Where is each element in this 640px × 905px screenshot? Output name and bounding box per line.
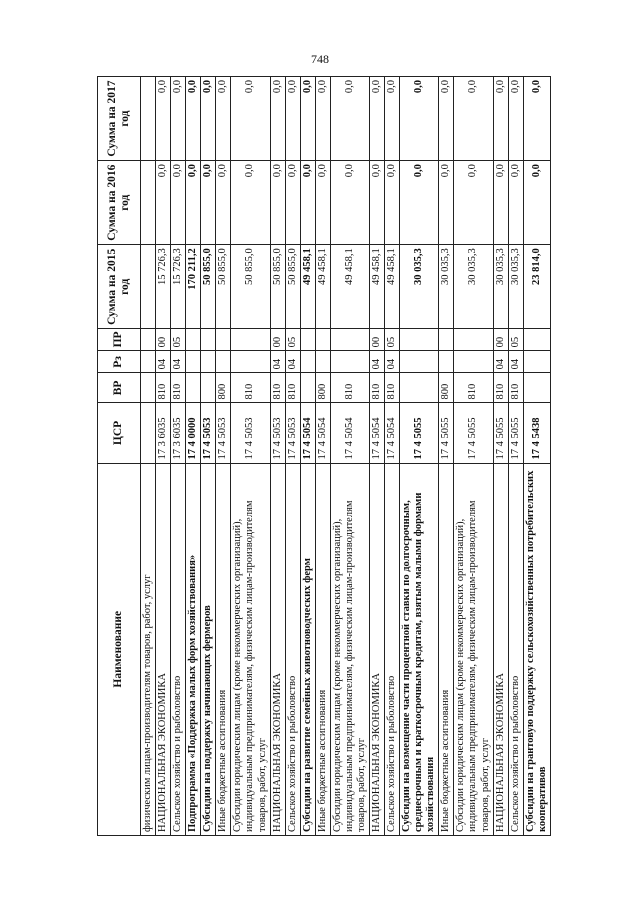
cell-rz (439, 351, 454, 373)
cell-name: Сельское хозяйство и рыболовство (508, 463, 523, 835)
cell-csr: 17 4 5053 (201, 403, 216, 463)
cell-name: Субсидии юридическим лицам (кроме некоммерческих организаций), индивидуальным предпринимателям, физическим лицам-производителям товаров, работ, услуг (454, 463, 493, 835)
cell-pr (315, 329, 330, 351)
cell-vr (400, 373, 439, 403)
table-row (439, 77, 454, 836)
cell-vr: 810 (493, 373, 508, 403)
cell-name: Субсидии юридическим лицам (кроме некоммерческих организаций), индивидуальным предпринимателям, физическим лицам-производителям товаров, работ, услуг (231, 463, 270, 835)
cell-sum-2015: 50 855,0 (231, 245, 270, 329)
cell-csr (141, 403, 156, 463)
cell-rz (186, 351, 201, 373)
cell-sum-2017: 0,0 (315, 77, 330, 161)
cell-csr: 17 4 5055 (508, 403, 523, 463)
table-row (186, 77, 201, 836)
cell-sum-2017: 0,0 (171, 77, 186, 161)
cell-vr (523, 373, 550, 403)
cell-sum-2017: 0,0 (400, 77, 439, 161)
cell-name: НАЦИОНАЛЬНАЯ ЭКОНОМИКА (370, 463, 385, 835)
table-row (454, 77, 493, 836)
cell-name: НАЦИОНАЛЬНАЯ ЭКОНОМИКА (156, 463, 171, 835)
cell-vr (201, 373, 216, 403)
table-row (493, 77, 508, 836)
cell-sum-2016: 0,0 (285, 161, 300, 245)
cell-sum-2016: 0,0 (186, 161, 201, 245)
cell-csr: 17 4 5055 (400, 403, 439, 463)
cell-sum-2016: 0,0 (231, 161, 270, 245)
cell-sum-2017: 0,0 (216, 77, 231, 161)
cell-rz (330, 351, 369, 373)
cell-rz (231, 351, 270, 373)
table-row (201, 77, 216, 836)
cell-pr (201, 329, 216, 351)
cell-pr (454, 329, 493, 351)
cell-sum-2015: 49 458,1 (385, 245, 400, 329)
table-row (270, 77, 285, 836)
cell-rz (523, 351, 550, 373)
cell-vr: 810 (270, 373, 285, 403)
cell-pr: 05 (171, 329, 186, 351)
cell-rz: 04 (171, 351, 186, 373)
cell-name: Иные бюджетные ассигнования (315, 463, 330, 835)
cell-rz: 04 (493, 351, 508, 373)
cell-csr: 17 4 5053 (285, 403, 300, 463)
cell-csr: 17 4 5438 (523, 403, 550, 463)
cell-rz: 04 (370, 351, 385, 373)
cell-vr: 810 (454, 373, 493, 403)
cell-pr (231, 329, 270, 351)
table-row (523, 77, 550, 836)
cell-name: Сельское хозяйство и рыболовство (385, 463, 400, 835)
cell-pr: 05 (508, 329, 523, 351)
cell-csr: 17 4 5054 (300, 403, 315, 463)
table-row (141, 77, 156, 836)
cell-sum-2017: 0,0 (439, 77, 454, 161)
cell-pr: 05 (285, 329, 300, 351)
table-row (156, 77, 171, 836)
table-header (98, 77, 141, 836)
table-body (141, 77, 551, 836)
cell-sum-2016: 0,0 (400, 161, 439, 245)
cell-sum-2016: 0,0 (315, 161, 330, 245)
cell-sum-2015: 30 035,3 (400, 245, 439, 329)
cell-csr: 17 4 0000 (186, 403, 201, 463)
cell-rz: 04 (385, 351, 400, 373)
cell-sum-2017: 0,0 (300, 77, 315, 161)
cell-sum-2016: 0,0 (493, 161, 508, 245)
cell-sum-2016: 0,0 (156, 161, 171, 245)
cell-csr: 17 4 5053 (216, 403, 231, 463)
cell-sum-2017: 0,0 (370, 77, 385, 161)
cell-pr (141, 329, 156, 351)
cell-csr: 17 4 5054 (385, 403, 400, 463)
cell-sum-2015: 30 035,3 (493, 245, 508, 329)
cell-vr (141, 373, 156, 403)
table-row (300, 77, 315, 836)
table-row (385, 77, 400, 836)
cell-sum-2015: 30 035,3 (454, 245, 493, 329)
cell-sum-2015: 15 726,3 (171, 245, 186, 329)
cell-sum-2016: 0,0 (171, 161, 186, 245)
header-pr: ПР (98, 329, 141, 351)
cell-pr: 00 (493, 329, 508, 351)
cell-vr: 810 (231, 373, 270, 403)
cell-sum-2017: 0,0 (201, 77, 216, 161)
cell-sum-2015: 49 458,1 (300, 245, 315, 329)
cell-sum-2015: 49 458,1 (315, 245, 330, 329)
cell-sum-2016: 0,0 (454, 161, 493, 245)
cell-sum-2017: 0,0 (523, 77, 550, 161)
cell-pr (300, 329, 315, 351)
cell-rz (400, 351, 439, 373)
cell-name: НАЦИОНАЛЬНАЯ ЭКОНОМИКА (493, 463, 508, 835)
cell-name: Сельское хозяйство и рыболовство (171, 463, 186, 835)
cell-name: Иные бюджетные ассигнования (439, 463, 454, 835)
cell-sum-2017: 0,0 (493, 77, 508, 161)
cell-name: Субсидии юридическим лицам (кроме некоммерческих организаций), индивидуальным предпринимателям, физическим лицам-производителям товаров, работ, услуг (330, 463, 369, 835)
cell-csr: 17 4 5054 (330, 403, 369, 463)
cell-name: физическим лицам-производителям товаров, работ, услуг (141, 463, 156, 835)
cell-sum-2016: 0,0 (385, 161, 400, 245)
cell-pr: 00 (370, 329, 385, 351)
cell-rz (141, 351, 156, 373)
cell-sum-2016: 0,0 (370, 161, 385, 245)
table-row (216, 77, 231, 836)
cell-pr: 00 (156, 329, 171, 351)
rotated-table-container (97, 76, 555, 836)
cell-vr: 810 (285, 373, 300, 403)
cell-vr: 810 (171, 373, 186, 403)
cell-vr: 810 (330, 373, 369, 403)
cell-sum-2016: 0,0 (508, 161, 523, 245)
header-vr: ВР (98, 373, 141, 403)
cell-name: Субсидии на возмещение части процентной ставки по долгосрочным, среднесрочным и краткосрочным кредитам, взятым малыми формами хозяйствования (400, 463, 439, 835)
cell-name: Иные бюджетные ассигнования (216, 463, 231, 835)
cell-pr (400, 329, 439, 351)
cell-sum-2017: 0,0 (385, 77, 400, 161)
table-row (400, 77, 439, 836)
cell-sum-2015: 50 855,0 (285, 245, 300, 329)
cell-pr (523, 329, 550, 351)
header-csr: ЦСР (98, 403, 141, 463)
cell-pr: 05 (385, 329, 400, 351)
cell-pr: 00 (270, 329, 285, 351)
header-name: Наименование (98, 463, 141, 835)
cell-vr: 800 (216, 373, 231, 403)
cell-rz: 04 (270, 351, 285, 373)
cell-csr: 17 4 5053 (231, 403, 270, 463)
cell-csr: 17 4 5053 (270, 403, 285, 463)
cell-rz (300, 351, 315, 373)
header-sum-2015: Сумма на 2015 год (98, 245, 141, 329)
cell-csr: 17 3 6035 (156, 403, 171, 463)
cell-vr: 810 (370, 373, 385, 403)
cell-sum-2015: 50 855,0 (270, 245, 285, 329)
cell-pr (186, 329, 201, 351)
cell-name: Субсидии на грантовую поддержку сельскохозяйственных потребительских кооперативов (523, 463, 550, 835)
cell-rz (454, 351, 493, 373)
cell-rz (315, 351, 330, 373)
table-row (330, 77, 369, 836)
cell-pr (216, 329, 231, 351)
cell-sum-2015 (141, 245, 156, 329)
cell-csr: 17 4 5054 (370, 403, 385, 463)
cell-name: Сельское хозяйство и рыболовство (285, 463, 300, 835)
cell-sum-2017: 0,0 (508, 77, 523, 161)
cell-sum-2016: 0,0 (300, 161, 315, 245)
cell-pr (439, 329, 454, 351)
cell-csr: 17 4 5055 (439, 403, 454, 463)
cell-sum-2016 (141, 161, 156, 245)
cell-name: НАЦИОНАЛЬНАЯ ЭКОНОМИКА (270, 463, 285, 835)
cell-rz: 04 (285, 351, 300, 373)
header-sum-2016: Сумма на 2016 год (98, 161, 141, 245)
cell-name: Субсидии на развитие семейных животноводческих ферм (300, 463, 315, 835)
cell-vr: 810 (385, 373, 400, 403)
table-row (285, 77, 300, 836)
cell-csr: 17 4 5054 (315, 403, 330, 463)
cell-sum-2015: 23 814,0 (523, 245, 550, 329)
cell-sum-2017: 0,0 (186, 77, 201, 161)
cell-sum-2017: 0,0 (285, 77, 300, 161)
cell-vr: 800 (315, 373, 330, 403)
cell-sum-2017: 0,0 (231, 77, 270, 161)
table-row (315, 77, 330, 836)
table-row (370, 77, 385, 836)
cell-vr: 810 (508, 373, 523, 403)
cell-sum-2016: 0,0 (270, 161, 285, 245)
table-row (508, 77, 523, 836)
cell-sum-2015: 170 211,2 (186, 245, 201, 329)
cell-sum-2016: 0,0 (201, 161, 216, 245)
cell-rz: 04 (156, 351, 171, 373)
cell-rz (216, 351, 231, 373)
cell-sum-2016: 0,0 (439, 161, 454, 245)
cell-sum-2015: 49 458,1 (370, 245, 385, 329)
cell-vr (300, 373, 315, 403)
cell-sum-2015: 50 855,0 (201, 245, 216, 329)
cell-sum-2016: 0,0 (216, 161, 231, 245)
cell-csr: 17 4 5055 (454, 403, 493, 463)
cell-csr: 17 3 6035 (171, 403, 186, 463)
cell-sum-2017: 0,0 (270, 77, 285, 161)
cell-sum-2015: 49 458,1 (330, 245, 369, 329)
cell-sum-2017: 0,0 (330, 77, 369, 161)
cell-rz: 04 (508, 351, 523, 373)
table-row (171, 77, 186, 836)
budget-table (97, 76, 551, 836)
page-number: 748 (311, 52, 329, 66)
cell-sum-2015: 30 035,3 (439, 245, 454, 329)
cell-vr (186, 373, 201, 403)
header-row (98, 77, 141, 836)
cell-csr: 17 4 5055 (493, 403, 508, 463)
cell-sum-2016: 0,0 (523, 161, 550, 245)
cell-rz (201, 351, 216, 373)
cell-sum-2017: 0,0 (454, 77, 493, 161)
cell-name: Подпрограмма «Поддержка малых форм хозяйствования» (186, 463, 201, 835)
cell-sum-2016: 0,0 (330, 161, 369, 245)
header-sum-2017: Сумма на 2017 год (98, 77, 141, 161)
cell-sum-2017: 0,0 (156, 77, 171, 161)
cell-sum-2015: 30 035,3 (508, 245, 523, 329)
cell-sum-2015: 50 855,0 (216, 245, 231, 329)
cell-pr (330, 329, 369, 351)
cell-name: Субсидии на поддержку начинающих фермеров (201, 463, 216, 835)
cell-vr: 810 (156, 373, 171, 403)
cell-vr: 800 (439, 373, 454, 403)
cell-sum-2017 (141, 77, 156, 161)
table-row (231, 77, 270, 836)
header-rz: Рз (98, 351, 141, 373)
cell-sum-2015: 15 726,3 (156, 245, 171, 329)
